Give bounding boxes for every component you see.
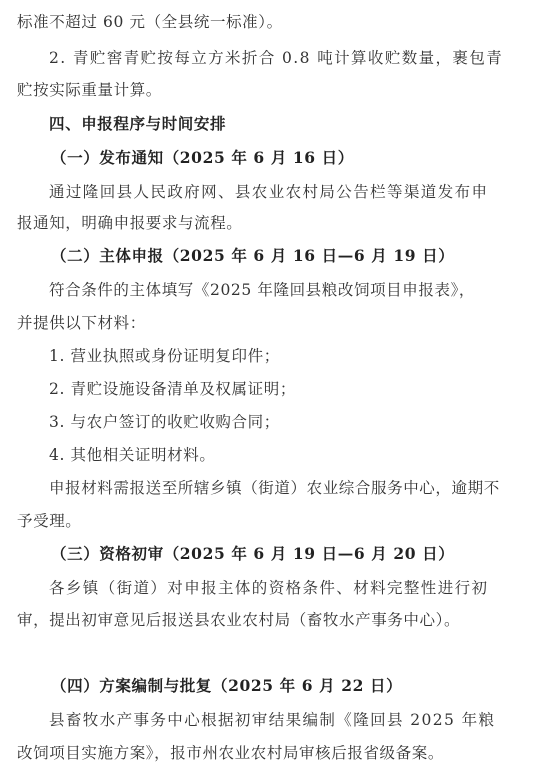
paragraph-line: 改饲项目实施方案》，报市州农业农村局审核后报省级备案。 <box>17 744 444 762</box>
subsection-heading: （一）发布通知（2025 年 6 月 16 日） <box>51 148 354 167</box>
list-item: 1. 营业执照或身份证明复印件； <box>49 347 280 365</box>
paragraph-line: 报通知，明确申报要求与流程。 <box>17 214 243 232</box>
list-item: 4. 其他相关证明材料。 <box>49 446 216 464</box>
paragraph-line: 标准不超过 60 元（全县统一标准）。 <box>17 13 283 31</box>
subsection-heading: （二）主体申报（2025 年 6 月 16 日—6 月 19 日） <box>51 246 455 265</box>
paragraph-line: 予受理。 <box>17 512 82 530</box>
paragraph-line: 符合条件的主体填写《2025 年隆回县粮改饲项目申报表》， <box>49 281 476 299</box>
subsection-heading: （三）资格初审（2025 年 6 月 19 日—6 月 20 日） <box>51 544 455 563</box>
section-heading: 四、申报程序与时间安排 <box>49 114 227 133</box>
list-item: 3. 与农户签订的收贮收购合同； <box>49 413 280 431</box>
paragraph-line: 审，提出初审意见后报送县农业农村局（畜牧水产事务中心）。 <box>17 611 461 629</box>
paragraph-line: 2. 青贮窖青贮按每立方米折合 0.8 吨计算收贮数量，裹包青 <box>49 49 504 67</box>
paragraph-line: 贮按实际重量计算。 <box>17 81 162 99</box>
paragraph-line: 并提供以下材料： <box>17 314 146 332</box>
paragraph-line: 申报材料需报送至所辖乡镇（街道）农业综合服务中心，逾期不 <box>49 479 500 497</box>
paragraph-line: 各乡镇（街道）对申报主体的资格条件、材料完整性进行初 <box>49 579 489 597</box>
paragraph-line: 县畜牧水产事务中心根据初审结果编制《隆回县 2025 年粮 <box>49 711 496 729</box>
subsection-heading: （四）方案编制与批复（2025 年 6 月 22 日） <box>51 676 403 695</box>
list-item: 2. 青贮设施设备清单及权属证明； <box>49 380 296 398</box>
paragraph-line: 通过隆回县人民政府网、县农业农村局公告栏等渠道发布申 <box>49 183 489 201</box>
